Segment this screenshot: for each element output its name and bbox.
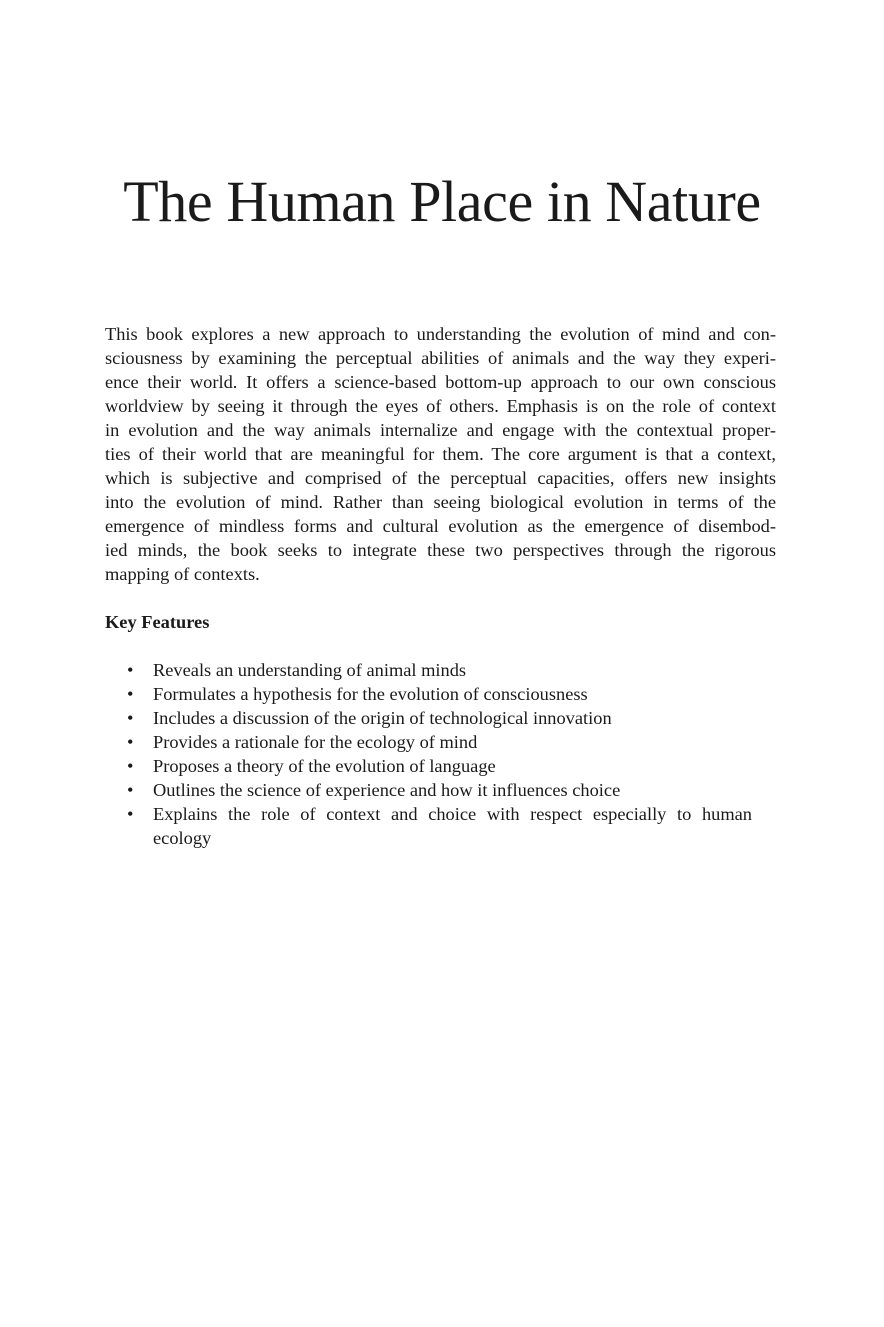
bullet-icon: • — [127, 804, 134, 824]
key-features-list — [105, 658, 776, 850]
feature-item — [105, 706, 776, 730]
description-line: sciousness by examining the perceptual abilities of animals and the way they experi- — [105, 348, 776, 368]
bullet-icon: • — [127, 756, 134, 776]
feature-item — [105, 658, 776, 682]
feature-text: Reveals an understanding of animal minds — [153, 660, 467, 680]
feature-text: Proposes a theory of the evolution of language — [153, 756, 496, 776]
bullet-icon: • — [127, 780, 134, 800]
description-line: This book explores a new approach to understanding the evolution of mind and con- — [105, 324, 776, 344]
bullet-icon: • — [127, 732, 134, 752]
feature-text: Formulates a hypothesis for the evolution of consciousness — [153, 684, 588, 704]
feature-item — [105, 730, 776, 754]
book-description — [105, 322, 776, 586]
feature-text-continuation: ecology — [153, 828, 212, 848]
description-line: ied minds, the book seeks to integrate these two perspectives through the rigorous — [105, 540, 776, 560]
description-line: ties of their world that are meaningful for them. The core argument is that a context, — [105, 444, 776, 464]
feature-item — [105, 682, 776, 706]
description-line: which is subjective and comprised of the perceptual capacities, offers new insights — [105, 468, 776, 488]
feature-text: Provides a rationale for the ecology of mind — [153, 732, 478, 752]
book-title: The Human Place in Nature — [123, 169, 761, 234]
feature-item — [105, 778, 776, 802]
feature-text: Includes a discussion of the origin of technological innovation — [153, 708, 612, 728]
feature-item — [105, 754, 776, 778]
description-line: worldview by seeing it through the eyes of others. Emphasis is on the role of context — [105, 396, 776, 416]
feature-item — [105, 802, 776, 850]
feature-text: Outlines the science of experience and how it influences choice — [153, 780, 621, 800]
description-line: in evolution and the way animals internalize and engage with the contextual proper- — [105, 420, 776, 440]
description-line: emergence of mindless forms and cultural evolution as the emergence of disembod- — [105, 516, 776, 536]
bullet-icon: • — [127, 684, 134, 704]
description-line: ence their world. It offers a science-based bottom-up approach to our own conscious — [105, 372, 776, 392]
description-line: into the evolution of mind. Rather than seeing biological evolution in terms of the — [105, 492, 776, 512]
feature-text: Explains the role of context and choice with respect especially to human — [153, 804, 752, 824]
key-features-heading: Key Features — [105, 612, 210, 632]
bullet-icon: • — [127, 708, 134, 728]
description-line: mapping of contexts. — [105, 564, 260, 584]
bullet-icon: • — [127, 660, 134, 680]
